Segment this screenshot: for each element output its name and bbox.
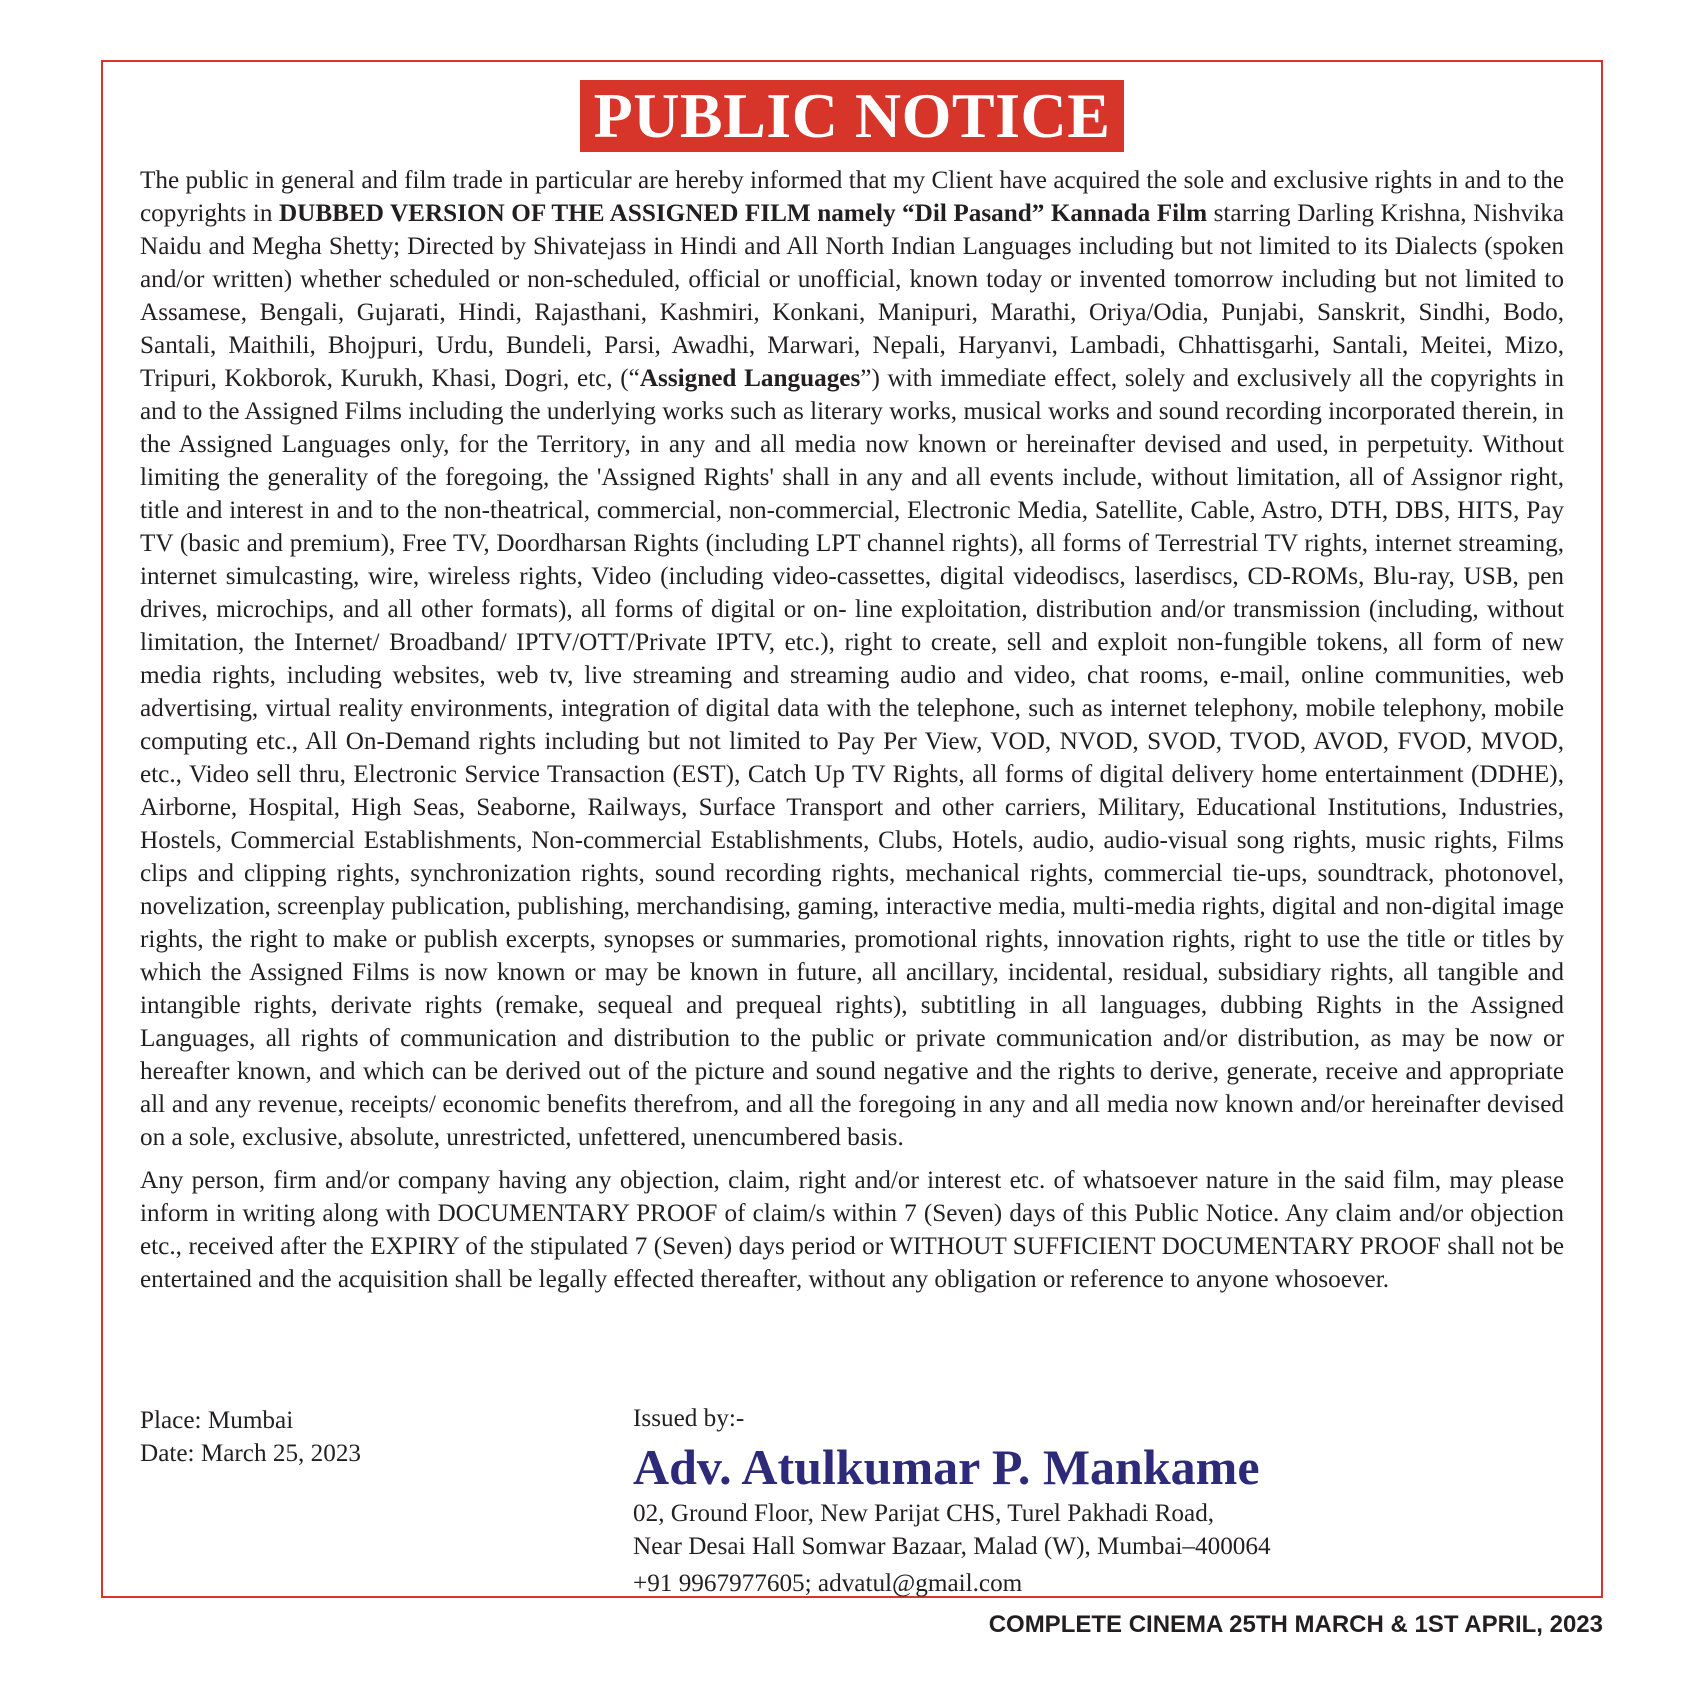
place-text: Place: Mumbai: [140, 1407, 294, 1434]
place-date-block: [140, 1404, 361, 1470]
address-line-2: Near Desai Hall Somwar Bazaar, Malad (W), Mumbai–400064: [633, 1533, 1271, 1560]
address-line-1: 02, Ground Floor, New Parijat CHS, Turel Pakhadi Road,: [633, 1500, 1215, 1527]
issuer-block: [633, 1402, 1271, 1600]
paragraph-rest: ”) with immediate effect, solely and exclusively all the copyrights in and to the Assigned Films including the underlying works such as literary works, musical works and sound recording incorporated therein, in the Assigned Languages only, for the Territory, in any and all media now known or hereinafter devised and used, in perpetuity. Without limiting the generality of the foregoing, the 'Assigned Rights' shall in any and all events include, without limitation, all of Assignor right, title and interest in and to the non-theatrical, commercial, non-commercial, Electronic Media, Satellite, Cable, Astro, DTH, DBS, HITS, Pay TV (basic and premium), Free TV, Doordharsan Rights (including LPT channel rights), all forms of Terrestrial TV rights, internet streaming, internet simulcasting, wire, wireless rights, Video (including video-cassettes, digital videodiscs, laserdiscs, CD-ROMs, Blu-ray, USB, pen drives, microchips, and all other formats), all forms of digital or on- line exploitation, distribution and/or transmission (including, without limitation, the Internet/ Broadband/ IPTV/OTT/Private IPTV, etc.), right to create, sell and exploit non-fungible tokens, all form of new media rights, including websites, web tv, live streaming and streaming audio and video, chat rooms, e-mail, online communities, web advertising, virtual reality environments, integration of digital data with the telephone, such as internet telephony, mobile telephony, mobile computing etc., All On-Demand rights including but not limited to Pay Per View, VOD, NVOD, SVOD, TVOD, AVOD, FVOD, MVOD, etc., Video sell thru, Electronic Service Transaction (EST), Catch Up TV Rights, all forms of digital delivery home entertainment (DDHE), Airborne, Hospital, High Seas, Seaborne, Railways, Surface Transport and other carriers, Military, Educational Institutions, Industries, Hostels, Commercial Establishments, Non-commercial Establishments, Clubs, Hotels, audio, audio-visual song rights, music rights, Films clips and clipping rights, synchronization rights, sound recording rights, mechanical rights, commercial tie-ups, soundtrack, photonovel, novelization, screenplay publication, publishing, merchandising, gaming, interactive media, multi-media rights, digital and non-digital image rights, the right to make or publish excerpts, synopses or summaries, promotional rights, innovation rights, right to use the title or titles by which the Assigned Films is now known or may be known in future, all ancillary, incidental, residual, subsidiary rights, all tangible and intangible rights, derivate rights (remake, sequeal and prequeal rights), subtitling in all languages, dubbing Rights in the Assigned Languages, all rights of communication and distribution to the public or private communication and/or distribution, as may be now or hereafter known, and which can be derived out of the picture and sound negative and the rights to derive, generate, receive and appropriate all and any revenue, receipts/ economic benefits therefrom, and all the foregoing in any and all media now known and/or hereinafter devised on a sole, exclusive, absolute, unrestricted, unfettered, unencumbered basis.: [140, 365, 1565, 1151]
assigned-languages-bold: Assigned Languages: [639, 365, 861, 392]
contact-info: +91 9967977605; advatul@gmail.com: [633, 1570, 1023, 1597]
paragraph-middle: starring Darling Krishna, Nishvika Naidu and Megha Shetty; Directed by Shivatejass in Hindi and All North Indian Languages including but not limited to its Dialects (spoken and/or written) whether scheduled or non-scheduled, official or unofficial, known today or invented tomorrow including but not limited to Assamese, Bengali, Gujarati, Hindi, Rajasthani, Kashmiri, Konkani, Manipuri, Marathi, Oriya/Odia, Punjabi, Sanskrit, Sindhi, Bodo, Santali, Maithili, Bhojpuri, Urdu, Bundeli, Parsi, Awadhi, Marwari, Nepali, Haryanvi, Lambadi, Chhattisgarhi, Santali, Meitei, Mizo, Tripuri, Kokborok, Kurukh, Khasi, Dogri, etc, (“: [140, 200, 1565, 392]
paragraph-objection: Any person, firm and/or company having any objection, claim, right and/or interest etc. of whatsoever nature in the said film, may please inform in writing along with DOCUMENTARY PROOF of claim/s within 7 (Seven) days of this Public Notice. Any claim and/or objection etc., received after the EXPIRY of the stipulated 7 (Seven) days period or WITHOUT SUFFICIENT DOCUMENTARY PROOF shall not be entertained and the acquisition shall be legally effected thereafter, without any obligation or reference to anyone whosoever.: [140, 1167, 1564, 1293]
issuer-name: Adv. Atulkumar P. Mankame: [633, 1439, 1260, 1495]
paragraph-rights: [140, 164, 1564, 1154]
title-container: [103, 80, 1601, 152]
issued-by-label: Issued by:-: [633, 1405, 745, 1432]
publication-note: COMPLETE CINEMA 25TH MARCH & 1ST APRIL, 2023: [988, 1611, 1603, 1638]
paragraph-intro: The public in general and film trade in particular are hereby informed that my Client have acquired the sole and exclusive rights in and to the copyrights in: [140, 167, 1564, 227]
film-title-bold: DUBBED VERSION OF THE ASSIGNED FILM namely “Dil Pasand” Kannada Film: [278, 200, 1208, 227]
date-text: Date: March 25, 2023: [140, 1440, 362, 1467]
notice-body: [140, 164, 1564, 1306]
notice-title: PUBLIC NOTICE: [580, 80, 1125, 152]
notice-frame: [101, 60, 1603, 1598]
